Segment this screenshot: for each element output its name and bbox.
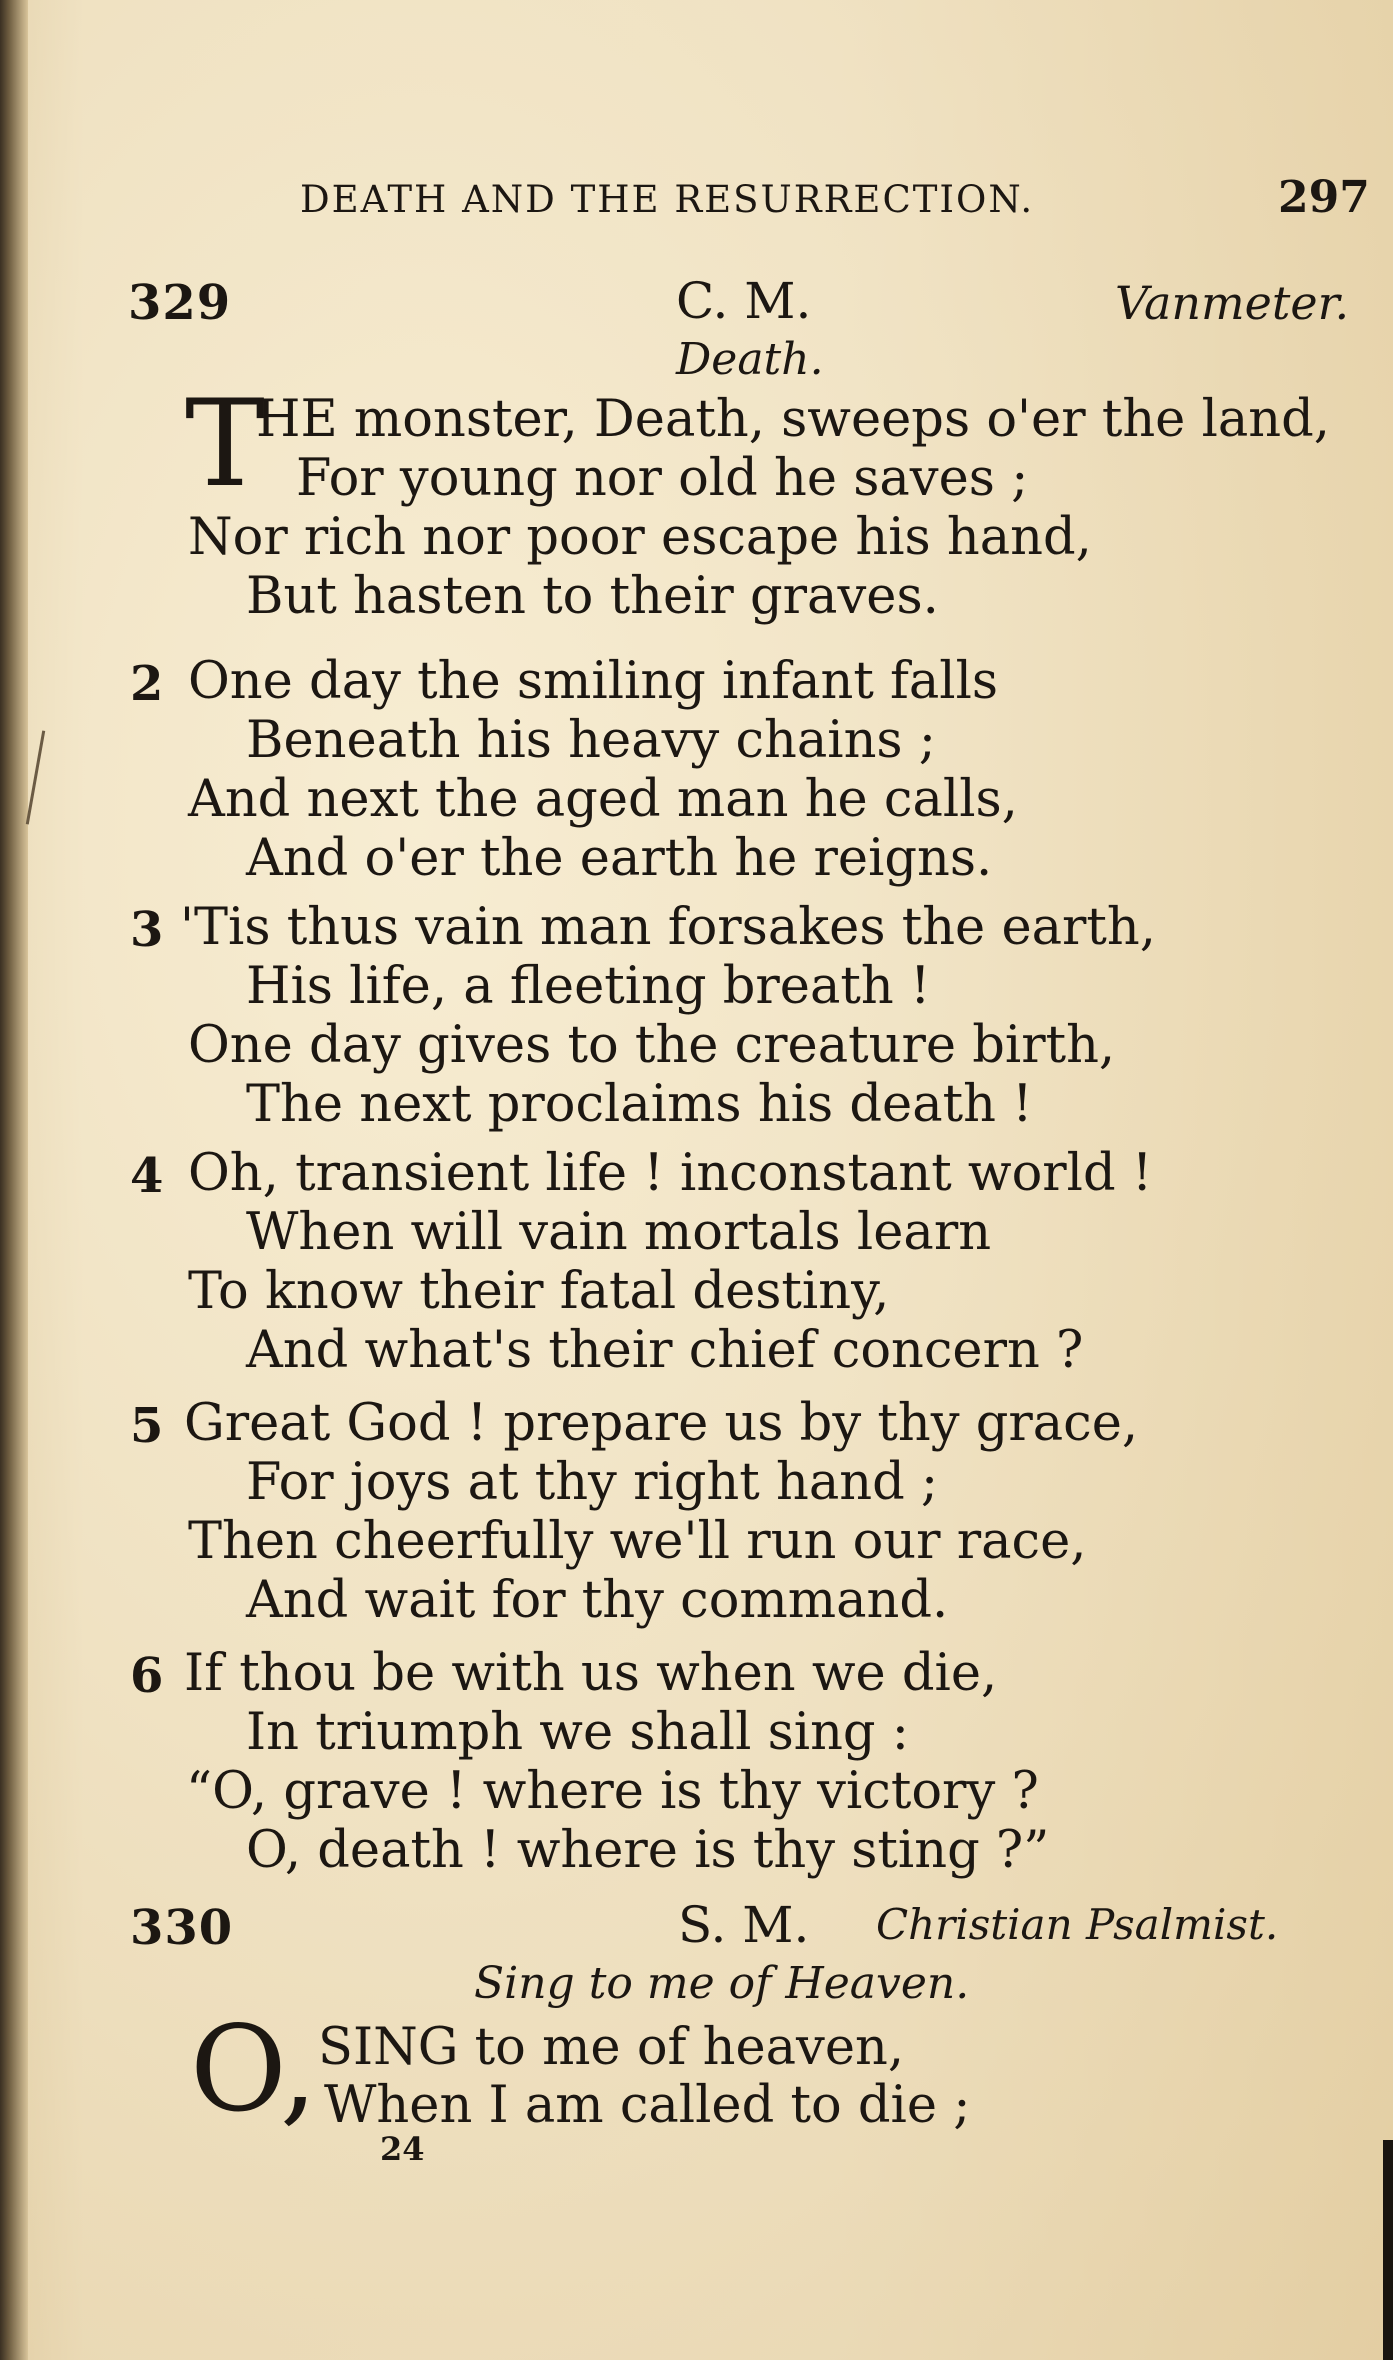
verse-number: 6 (130, 1648, 164, 1704)
hymn-title: Sing to me of Heaven. (474, 1958, 970, 2009)
verse-line: Then cheerfully we'll run our race, (188, 1512, 1087, 1571)
verse-number: 4 (130, 1148, 164, 1204)
verse-line: SING to me of heaven, (318, 2018, 905, 2077)
verse-line: His life, a fleeting breath ! (246, 957, 931, 1016)
verse-line: Beneath his heavy chains ; (246, 711, 936, 770)
verse-line: And next the aged man he calls, (188, 770, 1018, 829)
verse-line: When will vain mortals learn (246, 1203, 992, 1262)
verse-line: And o'er the earth he reigns. (246, 829, 993, 888)
signature-mark: 24 (380, 2130, 425, 2168)
hymn-tune: Vanmeter. (1115, 276, 1350, 330)
hymn-number: 330 (130, 1900, 234, 1956)
hymn-number: 329 (128, 275, 232, 331)
page-number: 297 (1278, 172, 1370, 223)
verse-line: “O, grave ! where is thy victory ? (186, 1762, 1039, 1821)
verse-number: 5 (130, 1398, 164, 1454)
running-head: DEATH AND THE RESURRECTION. (300, 178, 1035, 221)
verse-line: One day the smiling infant falls (188, 652, 999, 711)
verse-line: If thou be with us when we die, (184, 1644, 998, 1703)
page-binding-edge (0, 0, 28, 2360)
verse-line: In triumph we shall sing : (246, 1703, 909, 1762)
verse-line: For joys at thy right hand ; (246, 1453, 939, 1512)
hymn-meter: S. M. (678, 1896, 810, 1954)
drop-cap: T (185, 375, 266, 514)
verse-line: The next proclaims his death ! (246, 1075, 1033, 1134)
page-right-shadow (1383, 2140, 1393, 2360)
hymn-tune: Christian Psalmist. (876, 1900, 1279, 1949)
hymn-meter: C. M. (676, 272, 812, 330)
verse-line: Great God ! prepare us by thy grace, (184, 1394, 1139, 1453)
verse-number: 2 (130, 656, 164, 712)
verse-line: Oh, transient life ! inconstant world ! (188, 1144, 1153, 1203)
verse-number: 3 (130, 902, 164, 958)
verse-line: For young nor old he saves ; (296, 449, 1029, 508)
verse-line: O, death ! where is thy sting ?” (246, 1821, 1050, 1880)
verse-line: And what's their chief concern ? (246, 1321, 1084, 1380)
verse-line: 'Tis thus vain man forsakes the earth, (180, 898, 1156, 957)
verse-line: One day gives to the creature birth, (188, 1016, 1116, 1075)
drop-cap: O, (190, 2000, 318, 2138)
verse-line: HE monster, Death, sweeps o'er the land, (256, 390, 1330, 449)
verse-line: When I am called to die ; (324, 2076, 971, 2135)
margin-mark (26, 730, 45, 824)
hymn-title: Death. (676, 334, 824, 385)
verse-line: Nor rich nor poor escape his hand, (188, 508, 1092, 567)
verse-line: To know their fatal destiny, (188, 1262, 890, 1321)
verse-line: And wait for thy command. (246, 1571, 949, 1630)
verse-line: But hasten to their graves. (246, 567, 939, 626)
